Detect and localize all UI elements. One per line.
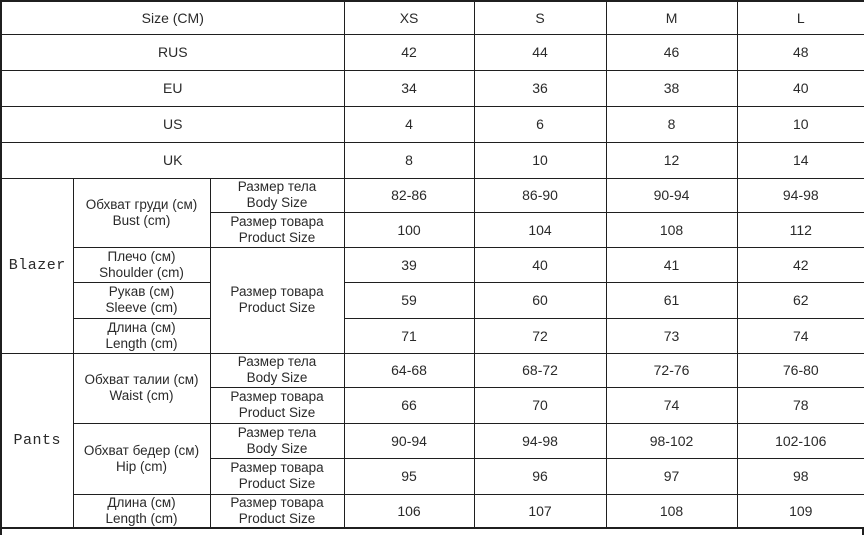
cell-hip-product-xs: 95 (344, 458, 474, 494)
cell-bust-body-m: 90-94 (606, 178, 737, 212)
size-type-product-en: Product Size (238, 300, 316, 315)
cell-shoulder-s: 40 (474, 247, 606, 282)
cell-bust-body-xs: 82-86 (344, 178, 474, 212)
conversion-label-uk: UK (1, 142, 344, 178)
cell-shoulder-m: 41 (606, 247, 737, 282)
cell-rus-xs: 42 (344, 34, 474, 70)
cell-waist-product-xs: 66 (344, 387, 474, 423)
size-type-product (210, 494, 344, 528)
section-label-pants: Pants (1, 353, 73, 528)
measure-label-pants-length (73, 494, 210, 528)
measure-label-sleeve-ru: Рукав (см) (108, 284, 175, 299)
cell-blazer-length-l: 74 (737, 318, 864, 353)
cell-hip-body-l: 102-106 (737, 423, 864, 458)
cell-shoulder-l: 42 (737, 247, 864, 282)
cell-waist-body-s: 68-72 (474, 353, 606, 387)
measure-label-bust-en: Bust (cm) (112, 212, 171, 228)
size-type-body-en: Body Size (246, 440, 308, 456)
pants-waist-body-row (1, 353, 864, 387)
cell-us-xs: 4 (344, 106, 474, 142)
measure-label-blazer-length-en: Length (cm) (105, 335, 178, 351)
size-type-product (210, 212, 344, 247)
cell-blazer-length-xs: 71 (344, 318, 474, 353)
measure-label-bust (73, 178, 210, 247)
cell-bust-body-s: 86-90 (474, 178, 606, 212)
cell-waist-body-l: 76-80 (737, 353, 864, 387)
measure-label-sleeve (73, 282, 210, 318)
size-type-body (210, 178, 344, 212)
cell-hip-product-s: 96 (474, 458, 606, 494)
cell-hip-body-s: 94-98 (474, 423, 606, 458)
measure-label-pants-length-en: Length (cm) (105, 510, 178, 526)
size-type-product-en: Product Size (238, 229, 316, 245)
size-type-body-en: Body Size (246, 195, 308, 210)
cell-us-l: 10 (737, 106, 864, 142)
size-col-header-m: M (606, 1, 737, 34)
cell-uk-l: 14 (737, 142, 864, 178)
blazer-bust-body-row (1, 178, 864, 212)
cell-eu-m: 38 (606, 70, 737, 106)
cell-rus-m: 46 (606, 34, 737, 70)
size-type-product-en: Product Size (238, 476, 316, 491)
measure-label-hip-ru: Обхват бедер (см) (83, 442, 200, 458)
cell-sleeve-m: 61 (606, 282, 737, 318)
cell-sleeve-s: 60 (474, 282, 606, 318)
cell-bust-body-l: 94-98 (737, 178, 864, 212)
cell-sleeve-xs: 59 (344, 282, 474, 318)
size-type-product-en: Product Size (238, 510, 316, 526)
size-type-product-ru: Размер товара (230, 284, 324, 299)
cell-pants-length-s: 107 (474, 494, 606, 528)
size-type-product-ru: Размер товара (230, 494, 324, 510)
blazer-shoulder-row (1, 247, 864, 282)
conversion-row-rus (1, 34, 864, 70)
conversion-row-us (1, 106, 864, 142)
conversion-row-eu (1, 70, 864, 106)
cell-shoulder-xs: 39 (344, 247, 474, 282)
cell-waist-product-m: 74 (606, 387, 737, 423)
cell-uk-s: 10 (474, 142, 606, 178)
size-type-product (210, 387, 344, 423)
size-type-body-ru: Размер тела (237, 179, 317, 194)
measure-label-hip-en: Hip (cm) (116, 458, 167, 474)
size-type-product-ru: Размер товара (230, 460, 324, 475)
conversion-row-uk (1, 142, 864, 178)
cell-waist-product-l: 78 (737, 387, 864, 423)
cell-waist-product-s: 70 (474, 387, 606, 423)
measure-label-shoulder-ru: Плечо (см) (107, 248, 176, 264)
size-type-product (210, 458, 344, 494)
size-type-body-ru: Размер тела (237, 424, 317, 440)
conversion-label-us: US (1, 106, 344, 142)
measure-label-pants-length-ru: Длина (см) (107, 494, 176, 510)
size-type-body (210, 353, 344, 387)
measure-label-blazer-length-ru: Длина (см) (107, 319, 176, 335)
cell-hip-product-m: 97 (606, 458, 737, 494)
measure-label-blazer-length (73, 318, 210, 353)
cell-eu-s: 36 (474, 70, 606, 106)
size-col-header-l: L (737, 1, 864, 34)
size-type-product-ru: Размер товара (230, 389, 324, 404)
cell-rus-l: 48 (737, 34, 864, 70)
section-label-blazer: Blazer (1, 178, 73, 353)
cell-waist-body-m: 72-76 (606, 353, 737, 387)
size-type-product-ru: Размер товара (230, 213, 324, 229)
cell-uk-xs: 8 (344, 142, 474, 178)
measure-label-sleeve-en: Sleeve (cm) (105, 300, 178, 315)
cell-waist-body-xs: 64-68 (344, 353, 474, 387)
size-type-body (210, 423, 344, 458)
conversion-label-eu: EU (1, 70, 344, 106)
cell-bust-product-s: 104 (474, 212, 606, 247)
cell-bust-product-l: 112 (737, 212, 864, 247)
size-col-header-s: S (474, 1, 606, 34)
cell-hip-product-l: 98 (737, 458, 864, 494)
size-type-body-en: Body Size (246, 370, 308, 385)
blazer-length-row (1, 318, 864, 353)
measure-label-bust-ru: Обхват груди (см) (85, 196, 198, 212)
size-col-header-xs: XS (344, 1, 474, 34)
measure-label-shoulder-en: Shoulder (cm) (99, 264, 184, 280)
cell-bust-product-xs: 100 (344, 212, 474, 247)
cell-blazer-length-m: 73 (606, 318, 737, 353)
size-type-body-ru: Размер тела (237, 354, 317, 369)
cell-pants-length-l: 109 (737, 494, 864, 528)
cell-eu-xs: 34 (344, 70, 474, 106)
cell-blazer-length-s: 72 (474, 318, 606, 353)
measure-label-waist-ru: Обхват талии (см) (84, 372, 199, 387)
size-cm-header: Size (CM) (1, 1, 344, 34)
measure-label-waist (73, 353, 210, 423)
conversion-label-rus: RUS (1, 34, 344, 70)
measure-label-hip (73, 423, 210, 494)
cell-pants-length-xs: 106 (344, 494, 474, 528)
table-bottom-partial-row (0, 529, 864, 535)
cell-rus-s: 44 (474, 34, 606, 70)
cell-uk-m: 12 (606, 142, 737, 178)
cell-sleeve-l: 62 (737, 282, 864, 318)
cell-us-m: 8 (606, 106, 737, 142)
cell-hip-body-xs: 90-94 (344, 423, 474, 458)
size-type-product-en: Product Size (238, 405, 316, 420)
pants-hip-body-row (1, 423, 864, 458)
cell-hip-body-m: 98-102 (606, 423, 737, 458)
cell-eu-l: 40 (737, 70, 864, 106)
cell-us-s: 6 (474, 106, 606, 142)
measure-label-waist-en: Waist (cm) (109, 388, 174, 403)
blazer-sleeve-row (1, 282, 864, 318)
pants-length-row (1, 494, 864, 528)
cell-pants-length-m: 108 (606, 494, 737, 528)
header-row (1, 1, 864, 34)
measure-label-shoulder (73, 247, 210, 282)
size-type-product-span (210, 247, 344, 353)
cell-bust-product-m: 108 (606, 212, 737, 247)
